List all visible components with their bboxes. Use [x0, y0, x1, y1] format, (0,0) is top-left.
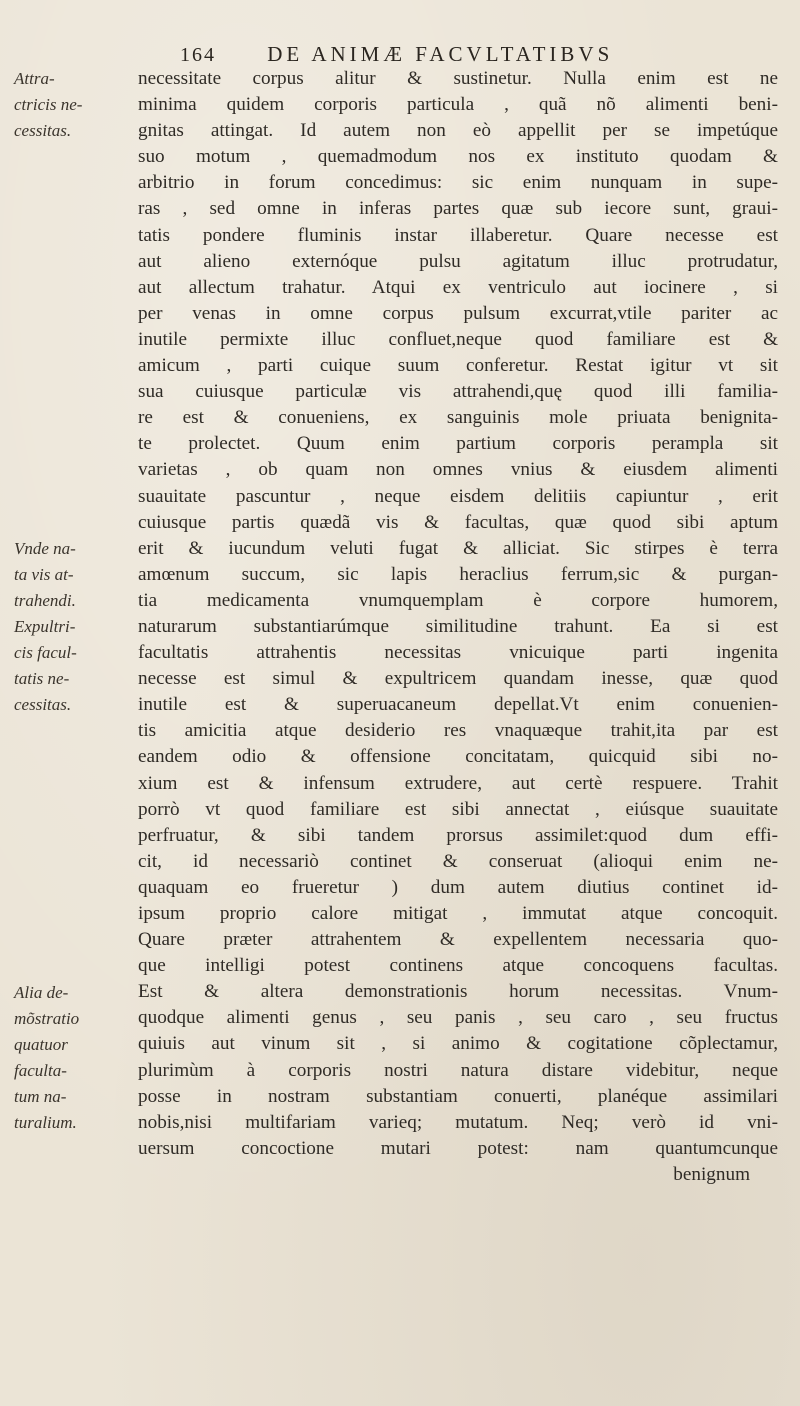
- text-line: naturarum substantiarúmque similitudine trahunt. Ea si est: [138, 615, 778, 637]
- running-header: [180, 42, 740, 68]
- text-line: suo motum , quemadmodum nos ex instituto quodam &: [138, 146, 778, 168]
- text-line: posse in nostram substantiam conuerti, planéque assimilari: [138, 1085, 778, 1107]
- text-line: arbitrio in forum concedimus: sic enim nunquam in supe-: [138, 172, 778, 194]
- margin-note-line: quatuor: [14, 1034, 68, 1054]
- margin-note-line: cessitas.: [14, 695, 72, 715]
- margin-note-line: turalium.: [14, 1112, 77, 1132]
- text-line: que intelligi potest continens atque concoquens facultas.: [138, 955, 778, 977]
- margin-note-line: faculta-: [14, 1060, 67, 1080]
- margin-note-line: trahendi.: [14, 590, 76, 610]
- margin-note: [14, 66, 132, 144]
- text-line: ras , sed omne in inferas partes quæ sub iecore sunt, graui-: [138, 198, 778, 220]
- margin-note: [14, 536, 132, 614]
- text-line: porrò vt quod familiare est sibi annectat , eiúsque suauitate: [138, 798, 778, 820]
- running-title: DE ANIMÆ FACVLTATIBVS: [267, 42, 614, 66]
- margin-note-line: mõstratio: [14, 1008, 80, 1028]
- text-line: sua cuiusque particulæ vis attrahendi,quę quod illi familia-: [138, 381, 778, 403]
- text-line: quodque alimenti genus , seu panis , seu caro , seu fructus: [138, 1007, 778, 1029]
- text-line: plurimùm à corporis nostri natura distare videbitur, neque: [138, 1059, 778, 1081]
- text-line: inutile est & superuacaneum depellat.Vt enim conuenien-: [138, 694, 778, 716]
- text-line: minima quidem corporis particula , quã nõ alimenti beni-: [138, 94, 778, 116]
- margin-note-line: Expultri-: [14, 617, 76, 637]
- text-line: amicum , parti cuique suum conferetur. Restat igitur vt sit: [138, 355, 778, 377]
- text-line: varietas , ob quam non omnes vnius & eiusdem alimenti: [138, 459, 778, 481]
- text-line: inutile permixte illuc confluet,neque quod familiare est &: [138, 328, 778, 350]
- margin-note: [14, 980, 132, 1137]
- text-line: perfruatur, & sibi tandem prorsus assimilet:quod dum effi-: [138, 824, 778, 846]
- margin-note-line: cessitas.: [14, 121, 72, 141]
- margin-note-line: Alia de-: [14, 982, 69, 1002]
- text-line: uersum concoctione mutari potest: nam quantumcunque: [138, 1137, 778, 1159]
- margin-note-line: Attra-: [14, 69, 55, 88]
- text-line: Est & altera demonstrationis horum necessitas. Vnum-: [138, 981, 778, 1003]
- text-line: necesse est simul & expultricem quandam inesse, quæ quod: [138, 668, 778, 690]
- text-line: tatis pondere fluminis instar illaberetur. Quare necesse est: [138, 224, 778, 246]
- text-line: eandem odio & offensione concitatam, quicquid sibi no-: [138, 746, 778, 768]
- text-line: quiuis aut vinum sit , si animo & cogitatione cõplectamur,: [138, 1033, 778, 1055]
- text-line: xium est & infensum extrudere, aut certè respuere. Trahit: [138, 772, 778, 794]
- text-line: amœnum succum, sic lapis heraclius ferrum,sic & purgan-: [138, 563, 778, 585]
- text-line: suauitate pascuntur , neque eisdem delitiis capiuntur , erit: [138, 485, 778, 507]
- text-line: aut allectum trahatur. Atqui ex ventriculo aut iocinere , si: [138, 276, 778, 298]
- text-line: per venas in omne corpus pulsum excurrat,vtile pariter ac: [138, 302, 778, 324]
- text-line: re est & conueniens, ex sanguinis mole priuata benignita-: [138, 407, 778, 429]
- margin-note-line: ta vis at-: [14, 564, 74, 584]
- text-line: tia medicamenta vnumquemplam è corpore humorem,: [138, 589, 778, 611]
- text-line: cuiusque partis quædã vis & facultas, quæ quod sibi aptum: [138, 511, 778, 533]
- text-line: erit & iucundum veluti fugat & alliciat. Sic stirpes è terra: [138, 537, 778, 559]
- text-line: tis amicitia atque desiderio res vnaquæque trahit,ita par est: [138, 720, 778, 742]
- text-line: facultatis attrahentis necessitas vnicuique parti ingenita: [138, 642, 778, 664]
- text-line: quaquam eo frueretur ) dum autem diutius continet id-: [138, 876, 778, 898]
- text-line: benignum: [673, 1163, 750, 1185]
- margin-note-line: cis facul-: [14, 643, 77, 663]
- margin-note: [14, 614, 132, 718]
- margin-note-line: ctricis ne-: [14, 95, 83, 115]
- margin-note-line: Vnde na-: [14, 538, 76, 558]
- margin-note-line: tatis ne-: [14, 669, 70, 689]
- text-line: necessitate corpus alitur & sustinetur. Nulla enim est ne: [138, 68, 778, 89]
- page-number: 164: [180, 44, 216, 66]
- text-line: ipsum proprio calore mitigat , immutat atque concoquit.: [138, 903, 778, 924]
- text-line: cit, id necessariò continet & conseruat (alioqui enim ne-: [138, 850, 778, 872]
- text-line: nobis,nisi multifariam varieq; mutatum. Neq; verò id vni-: [138, 1111, 778, 1133]
- main-text-block: [138, 66, 778, 1188]
- margin-note-line: tum na-: [14, 1086, 67, 1106]
- text-line: gnitas attingat. Id autem non eò appellit per se impetúque: [138, 120, 778, 142]
- text-line: aut alieno externóque pulsu agitatum illuc protrudatur,: [138, 250, 778, 272]
- text-line: Quare præter attrahentem & expellentem necessaria quo-: [138, 929, 778, 951]
- text-line: te prolectet. Quum enim partium corporis perampla sit: [138, 433, 778, 455]
